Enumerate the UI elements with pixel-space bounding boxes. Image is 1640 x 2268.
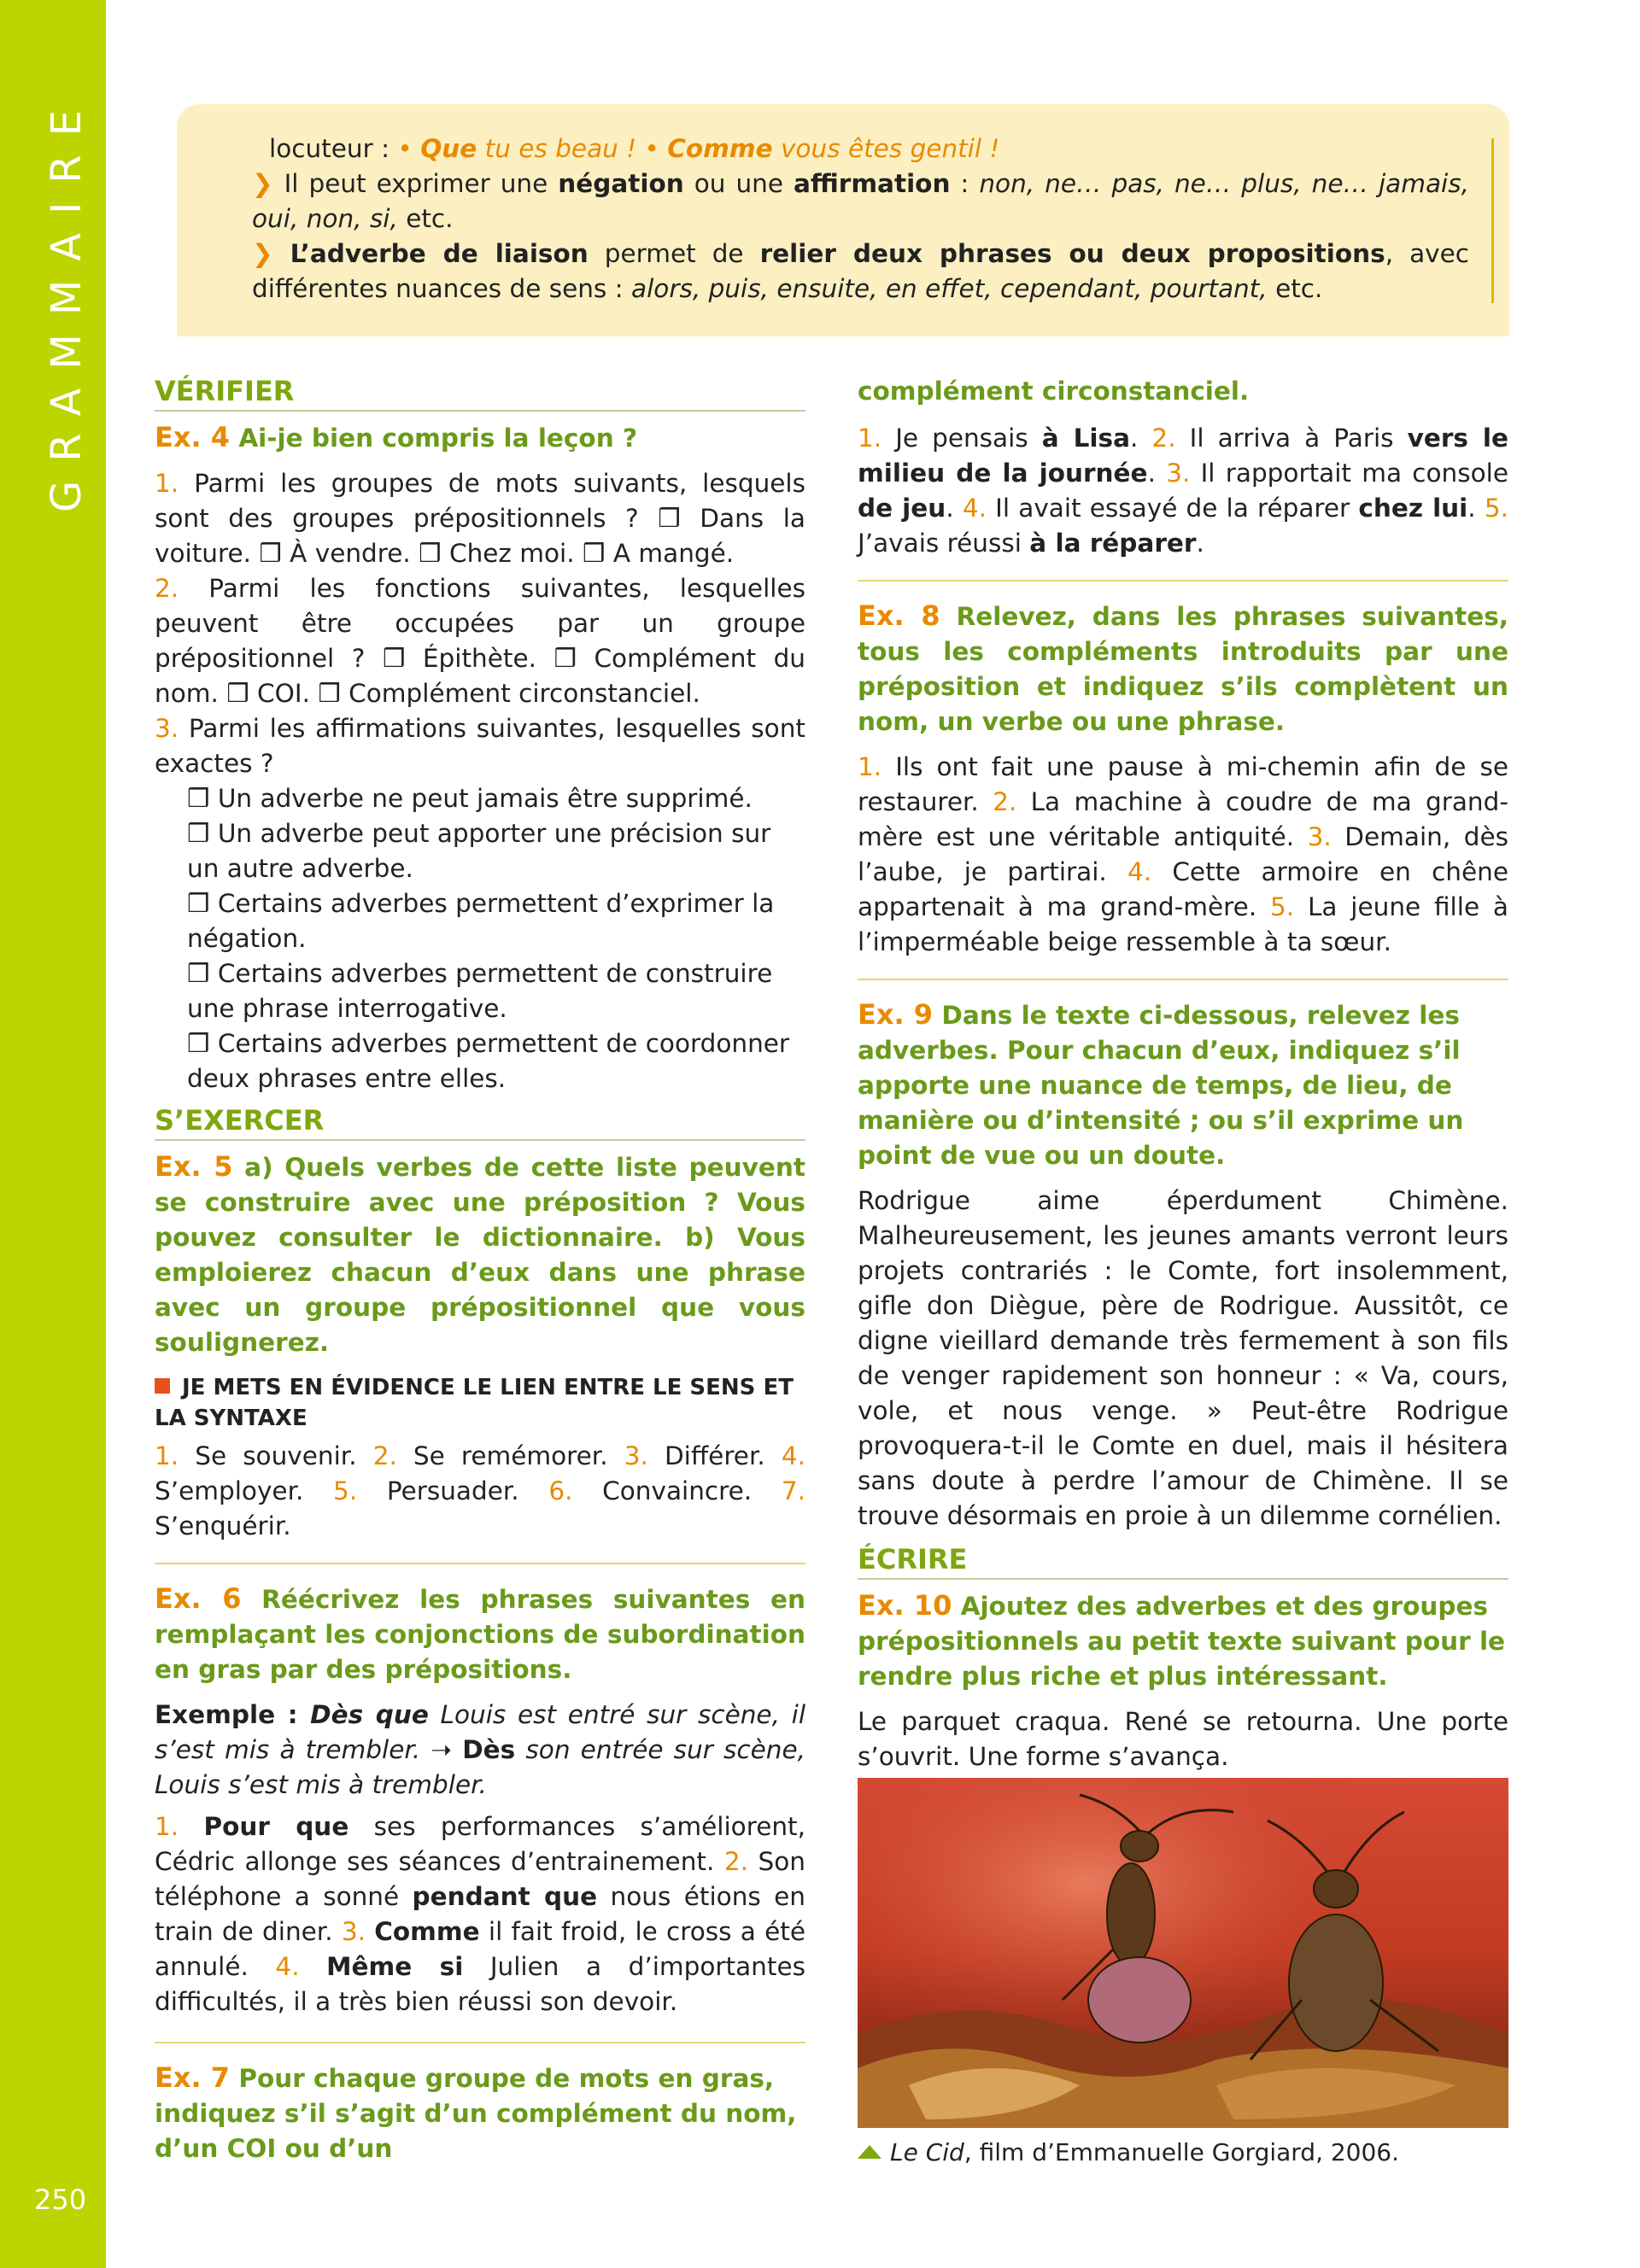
ex4-q3: 3. Parmi les affirmations suivantes, lesquelles sont exactes ?: [155, 714, 805, 778]
separator: [155, 2042, 805, 2043]
ex10-heading: Ex. 10 Ajoutez des adverbes et des groupes prépositionnels au petit texte suivant pour le rendre plus riche et plus intéressant.: [858, 1589, 1506, 1691]
box-line-2: ❯ Il peut exprimer une négation ou une affirmation : non, ne… pas, ne… plus, ne… jamais, oui, non, si, etc.: [252, 169, 1469, 233]
section-sexercer: S’EXERCER: [155, 1103, 805, 1141]
sidebar-band: [0, 0, 106, 2268]
separator: [858, 580, 1508, 582]
ex4-q1: 1. Parmi les groupes de mots suivants, lesquels sont des groupes prépositionnels ? ❒ Dans la voiture. ❒ À vendre. ❒ Chez moi. ❒ A mangé.: [155, 469, 805, 568]
box-line-3: ❯ L’adverbe de liaison permet de relier deux phrases ou deux propositions, avec différentes nuances de sens : alors, puis, ensuite, en effet, cependant, pourtant, etc.: [252, 239, 1469, 303]
ex7-items: 1. Je pensais à Lisa. 2. Il arriva à Paris vers le milieu de la journée. 3. Il rapportait ma console de jeu. 4. Il avait essayé de la réparer chez lui. 5. J’avais réussi à la réparer.: [858, 424, 1508, 558]
lesson-summary-box: [177, 104, 1509, 336]
box-line-1: locuteur : • Que tu es beau ! • Comme vous êtes gentil !: [269, 134, 1000, 163]
ex6-heading: Ex. 6 Réécrivez les phrases suivantes en remplaçant les conjonctions de subordination en gras par des prépositions.: [155, 1582, 806, 1684]
ex4-option: ❒ Certains adverbes permettent d’exprimer la négation.: [187, 889, 775, 953]
ex9-heading: Ex. 9 Dans le texte ci-dessous, relevez les adverbes. Pour chacun d’eux, indiquez s’il apporte une nuance de temps, de lieu, de manière ou d’intensité ; ou s’il exprime un point de vue ou un doute.: [858, 998, 1464, 1170]
right-column: [858, 374, 1508, 2170]
ex7-heading: Ex. 7 Pour chaque groupe de mots en gras, indiquez s’il s’agit d’un complément du nom, d’un COI ou d’un: [155, 2061, 797, 2163]
page-number: 250: [34, 2183, 87, 2216]
photo-caption: Le Cid, film d’Emmanuelle Gorgiard, 2006.: [858, 2135, 1508, 2170]
ex8-heading: Ex. 8 Relevez, dans les phrases suivantes, tous les compléments introduits par une préposition et indiquez s’ils complètent un nom, un verbe ou une phrase.: [858, 599, 1508, 736]
ex10-text: Le parquet craqua. René se retourna. Une porte s’ouvrit. Une forme s’avança.: [858, 1707, 1508, 1771]
section-ecrire: ÉCRIRE: [858, 1542, 1508, 1580]
separator: [155, 1563, 805, 1564]
ex4-q2: 2. Parmi les fonctions suivantes, lesquelles peuvent être occupées par un groupe prépositionnel ? ❒ Épithète. ❒ Complément du nom. ❒ COI. ❒ Complément circonstanciel.: [155, 574, 805, 708]
sidebar-title: GRAMMAIRE: [43, 91, 91, 512]
triangle-icon: [858, 2145, 882, 2159]
ex5-items: 1. Se souvenir. 2. Se remémorer. 3. Différer. 4. S’employer. 5. Persuader. 6. Convaincre. 7. S’enquérir.: [155, 1441, 805, 1540]
ex7-heading-continued: complément circonstanciel.: [858, 377, 1250, 406]
ex4-option: ❒ Certains adverbes permettent de construire une phrase interrogative.: [187, 959, 773, 1023]
ex5-subheading: JE METS EN ÉVIDENCE LE LIEN ENTRE LE SENS ET LA SYNTAXE: [155, 1375, 794, 1431]
ex9-text: Rodrigue aime éperdument Chimène. Malheureusement, les jeunes amants verront leurs projets contrariés : le Comte, fort insolemment, gifle don Diègue, père de Rodrigue. Aussitôt, ce digne vieillard demande très fermement à son fils de venger rapidement son honneur : « Va, cours, vole, et nous venge. » Peut-être Rodrigue provoquera-t-il le Comte en duel, mais il hésitera sans doute à perdre l’amour de Chimène. Il se trouve désormais en proie à un dilemme cornélien.: [858, 1186, 1508, 1530]
box-rule: [1491, 138, 1494, 303]
left-column: [155, 374, 805, 2177]
ex8-items: 1. Ils ont fait une pause à mi-chemin afin de se restaurer. 2. La machine à coudre de ma grand-mère est une véritable antiquité. 3. Demain, dès l’aube, je partirai. 4. Cette armoire en chêne appartenait à ma grand-mère. 5. La jeune fille à l’imperméable beige ressemble à ta sœur.: [858, 752, 1508, 956]
ex6-example: Exemple : Dès que Louis est entré sur scène, il s’est mis à trembler. ➝ Dès son entrée sur scène, Louis s’est mis à trembler.: [155, 1700, 806, 1799]
ex6-items: 1. Pour que ses performances s’améliorent, Cédric allonge ses séances d’entrainement. 2. Son téléphone a sonné pendant que nous étions en train de diner. 3. Comme il fait froid, le cross a été annulé. 4. Même si Julien a d’importantes difficultés, il a très bien réussi son devoir.: [155, 1812, 805, 2016]
separator: [858, 979, 1508, 980]
film-still-photo: [858, 1778, 1508, 2128]
section-verifier: VÉRIFIER: [155, 374, 805, 412]
ex4-option: ❒ Certains adverbes permettent de coordonner deux phrases entre elles.: [187, 1029, 790, 1093]
ex4-option: ❒ Un adverbe peut apporter une précision sur un autre adverbe.: [187, 819, 771, 883]
ex5-heading: Ex. 5 a) Quels verbes de cette liste peuvent se construire avec une préposition ? Vous pouvez consulter le dictionnaire. b) Vous emploierez chacun d’eux dans une phrase avec un groupe prépositionnel que vous soulignerez.: [155, 1150, 805, 1357]
ex4-heading: Ex. 4 Ai-je bien compris la leçon ?: [155, 421, 638, 453]
ex4-option: ❒ Un adverbe ne peut jamais être supprimé.: [187, 784, 753, 813]
